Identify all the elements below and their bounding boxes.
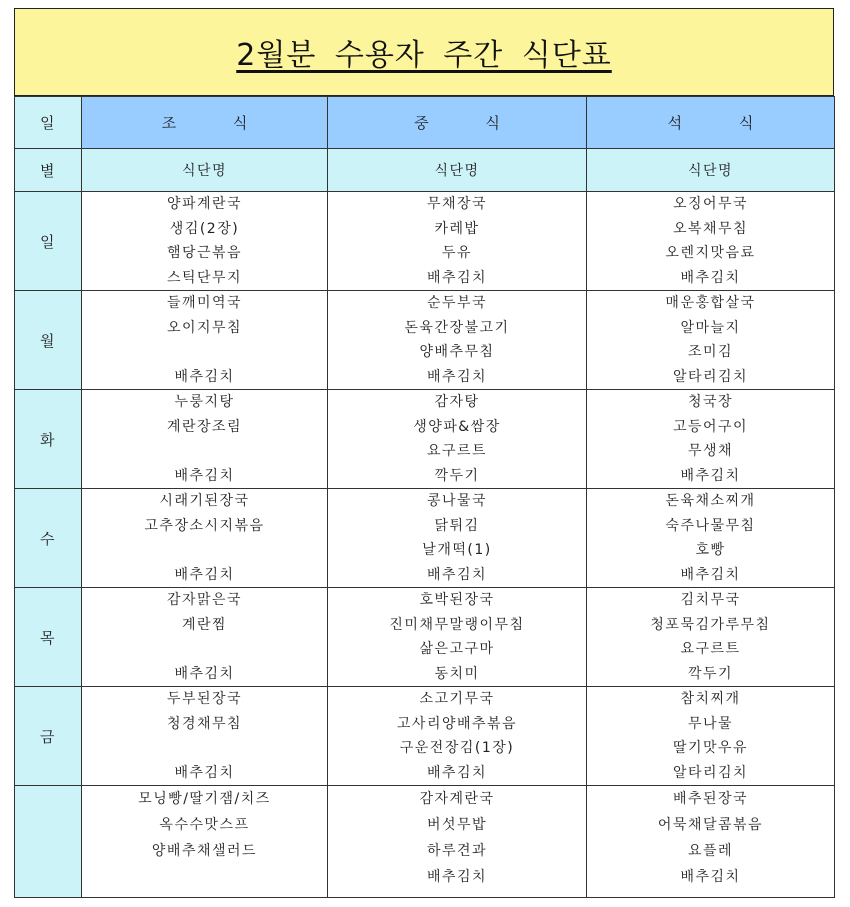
menu-item: 배추김치	[426, 869, 488, 885]
breakfast-cell	[82, 489, 328, 588]
menu-item: 카레밥	[434, 220, 480, 237]
breakfast-cell	[82, 687, 328, 786]
menu-item: 청경채무침	[166, 715, 243, 732]
table-row	[15, 192, 835, 291]
lunch-cell	[328, 192, 587, 291]
menu-item: 호박된장국	[419, 592, 495, 608]
menu-item: 오징어무국	[672, 196, 749, 212]
table-row	[15, 588, 835, 687]
menu-item	[82, 864, 327, 890]
menu-item	[82, 736, 327, 761]
menu-item: 배추김치	[680, 869, 741, 885]
menu-item: 모닝빵/딸기잼/치즈	[138, 791, 271, 807]
dinner-cell	[587, 192, 835, 291]
menu-item: 돈육채소찌개	[665, 493, 756, 509]
lunch-cell	[328, 390, 587, 489]
dinner-cell	[587, 588, 835, 687]
menu-item: 배추된장국	[672, 791, 749, 807]
day-label: 화	[15, 390, 82, 489]
menu-item	[82, 538, 327, 563]
menu-item: 오렌지맛음료	[665, 245, 756, 261]
menu-table	[14, 96, 835, 898]
dinner-header: 석 식	[587, 97, 835, 149]
dinner-cell	[587, 390, 835, 489]
day-label	[15, 786, 82, 898]
day-label: 목	[15, 588, 82, 687]
menu-item: 참치찌개	[680, 691, 741, 707]
breakfast-cell	[82, 390, 328, 489]
menu-item: 요구르트	[680, 641, 741, 657]
menu-item: 매운홍합살국	[665, 295, 756, 311]
menu-item	[82, 637, 327, 662]
breakfast-subheader: 식단명	[82, 149, 328, 192]
menu-item: 무채장국	[426, 196, 488, 212]
menu-item: 순두부국	[426, 295, 488, 311]
breakfast-cell	[82, 291, 328, 390]
menu-item: 어묵채달콤볶음	[657, 817, 764, 833]
menu-item: 생양파&쌈장	[413, 418, 501, 435]
table-row	[15, 687, 835, 786]
menu-item: 김치무국	[680, 592, 741, 608]
table-row	[15, 291, 835, 390]
day-label: 일	[15, 192, 82, 291]
menu-item: 딸기맛우유	[672, 740, 749, 756]
menu-item: 알타리김치	[672, 764, 749, 781]
menu-item: 알마늘지	[680, 319, 741, 336]
menu-item: 감자맑은국	[166, 592, 243, 608]
menu-item: 배추김치	[426, 368, 488, 385]
dinner-cell	[587, 786, 835, 898]
menu-item: 배추김치	[426, 566, 488, 583]
menu-item	[82, 340, 327, 365]
menu-item: 햄당근볶음	[166, 245, 243, 261]
menu-item: 누룽지탕	[174, 394, 235, 410]
menu-item: 들깨미역국	[166, 295, 243, 311]
day-label: 월	[15, 291, 82, 390]
menu-item: 진미채무말랭이무침	[389, 616, 525, 633]
menu-sheet	[14, 8, 834, 907]
menu-item: 생김(2장)	[169, 220, 240, 237]
menu-item: 무나물	[687, 715, 734, 732]
menu-item: 청포묵김가루무침	[650, 616, 771, 633]
dinner-subheader: 식단명	[587, 149, 835, 192]
menu-item: 계란장조림	[166, 418, 243, 435]
menu-item: 배추김치	[174, 566, 235, 583]
menu-item: 배추김치	[680, 269, 741, 286]
menu-item: 조미김	[687, 344, 734, 360]
menu-item: 옥수수맛스프	[159, 817, 250, 833]
day-label: 금	[15, 687, 82, 786]
menu-item: 고사리양배추볶음	[396, 715, 518, 732]
breakfast-header: 조 식	[82, 97, 328, 149]
menu-item: 무생채	[687, 443, 734, 459]
breakfast-cell	[82, 786, 328, 898]
menu-item: 스틱단무지	[166, 269, 243, 286]
breakfast-cell	[82, 588, 328, 687]
menu-item: 감자계란국	[419, 791, 495, 807]
menu-body	[15, 192, 835, 898]
lunch-cell	[328, 786, 587, 898]
menu-item: 배추김치	[426, 269, 488, 286]
menu-item: 소고기무국	[419, 691, 495, 707]
menu-item: 감자탕	[434, 394, 480, 410]
menu-item: 숙주나물무침	[665, 517, 756, 534]
menu-item: 동치미	[434, 665, 480, 682]
menu-item: 고등어구이	[672, 418, 749, 435]
page-title: 2월분 수용자 주간 식단표	[236, 38, 612, 73]
menu-item: 요플레	[687, 843, 734, 859]
lunch-cell	[328, 489, 587, 588]
menu-item: 계란찜	[181, 616, 228, 633]
menu-item: 청국장	[687, 394, 734, 410]
menu-item: 시래기된장국	[159, 493, 250, 509]
dinner-cell	[587, 687, 835, 786]
menu-item: 삶은고구마	[419, 641, 495, 657]
table-row	[15, 786, 835, 898]
menu-item: 날개떡(1)	[422, 542, 492, 558]
lunch-header: 중 식	[328, 97, 587, 149]
dinner-cell	[587, 489, 835, 588]
menu-item: 배추김치	[680, 566, 741, 583]
menu-item: 구운전장김(1장)	[399, 740, 515, 756]
menu-item: 알타리김치	[672, 368, 749, 385]
menu-item: 호빵	[695, 542, 726, 558]
menu-item: 양배추채샐러드	[151, 843, 258, 859]
menu-item: 버섯무밥	[426, 817, 488, 833]
menu-item: 하루견과	[426, 843, 488, 859]
menu-item: 돈육간장불고기	[404, 319, 510, 336]
menu-item: 배추김치	[174, 665, 235, 682]
menu-item: 배추김치	[680, 467, 741, 484]
table-row	[15, 390, 835, 489]
menu-item: 콩나물국	[426, 493, 488, 509]
lunch-subheader: 식단명	[328, 149, 587, 192]
menu-item	[82, 439, 327, 464]
dinner-cell	[587, 291, 835, 390]
lunch-cell	[328, 291, 587, 390]
table-row	[15, 489, 835, 588]
lunch-cell	[328, 588, 587, 687]
breakfast-cell	[82, 192, 328, 291]
day-header-top: 일	[15, 97, 82, 149]
title-banner	[14, 8, 834, 97]
menu-item: 배추김치	[174, 368, 235, 385]
menu-item: 오복채무침	[672, 220, 749, 237]
day-label: 수	[15, 489, 82, 588]
menu-item: 깍두기	[687, 665, 734, 682]
menu-item: 두유	[441, 245, 473, 261]
menu-item: 배추김치	[426, 764, 488, 781]
menu-item: 양파계란국	[166, 196, 243, 212]
menu-item: 양배추무침	[419, 344, 495, 360]
menu-item: 배추김치	[174, 764, 235, 781]
menu-item: 닭튀김	[434, 517, 480, 534]
menu-item: 요구르트	[426, 443, 488, 459]
lunch-cell	[328, 687, 587, 786]
day-header-bottom: 별	[15, 149, 82, 192]
menu-item: 배추김치	[174, 467, 235, 484]
menu-item: 고추장소시지볶음	[144, 517, 265, 534]
menu-item: 두부된장국	[166, 691, 243, 707]
menu-item: 오이지무침	[166, 319, 243, 336]
menu-item: 깍두기	[434, 467, 480, 484]
